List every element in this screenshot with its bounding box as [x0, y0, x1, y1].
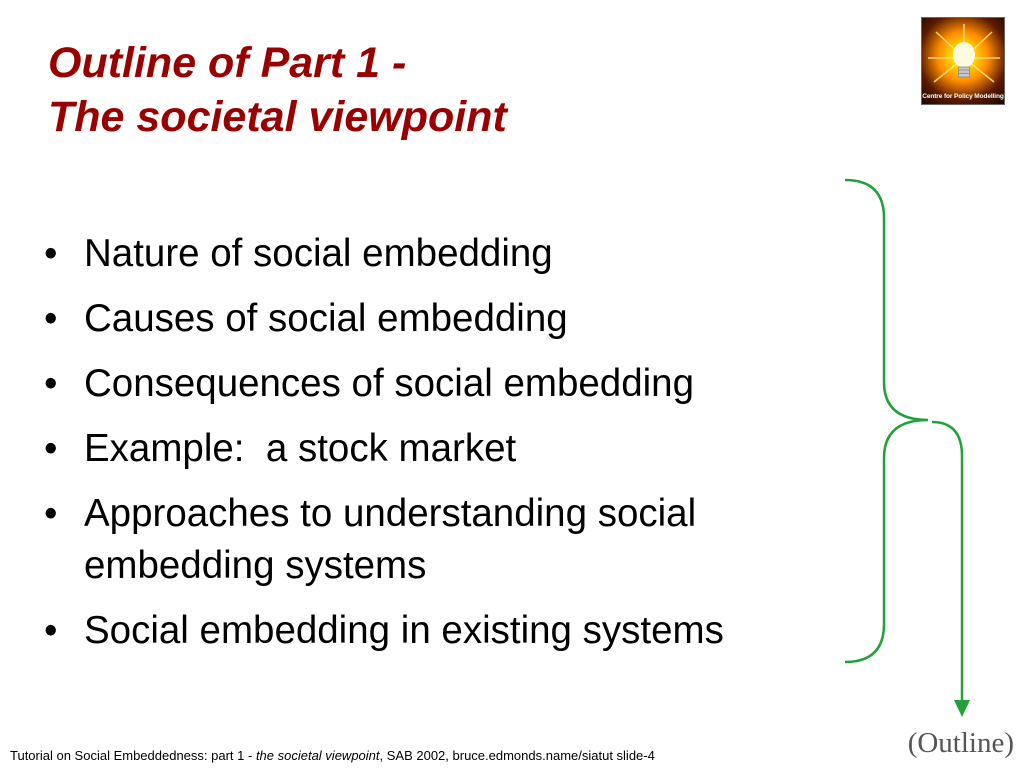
bullet-text: Example: a stock market [84, 427, 517, 470]
bullet-item [44, 358, 864, 410]
bullet-text: Approaches to understanding social embedding systems [84, 492, 707, 587]
outline-link[interactable]: (Outline) [907, 727, 1014, 759]
logo [921, 17, 1005, 105]
bullet-dot: • [44, 492, 58, 535]
bullet-text: Social embedding in existing systems [84, 609, 724, 652]
arrow-head [954, 700, 970, 717]
bullet-dot: • [44, 297, 58, 340]
bullet-item [44, 423, 864, 475]
bullet-item [44, 228, 864, 280]
bullet-dot: • [44, 609, 58, 652]
footer-text-italic: the societal viewpoint [255, 748, 380, 763]
footer [10, 748, 655, 763]
logo-text: Centre for Policy Modelling [922, 93, 1004, 100]
arrow-shaft [932, 422, 962, 702]
title-line-1: Outline of Part 1 - [48, 39, 407, 87]
bullet-item [44, 293, 864, 345]
bullet-dot: • [44, 232, 58, 275]
footer-text-end: , SAB 2002, bruce.edmonds.name/siatut slide-4 [379, 748, 655, 763]
bullet-text: Causes of social embedding [84, 297, 568, 340]
bullet-dot: • [44, 362, 58, 405]
light-bulb-icon [922, 18, 1005, 105]
bullet-text: Consequences of social embedding [84, 362, 694, 405]
slide-title [48, 36, 507, 144]
bullet-item [44, 605, 864, 657]
footer-text-start: Tutorial on Social Embeddedness: part 1 - [10, 748, 256, 763]
bullet-text: Nature of social embedding [84, 232, 553, 275]
title-line-2: The societal viewpoint [48, 93, 507, 141]
bullet-list [44, 228, 864, 670]
bullet-dot: • [44, 427, 58, 470]
bullet-item [44, 488, 864, 592]
